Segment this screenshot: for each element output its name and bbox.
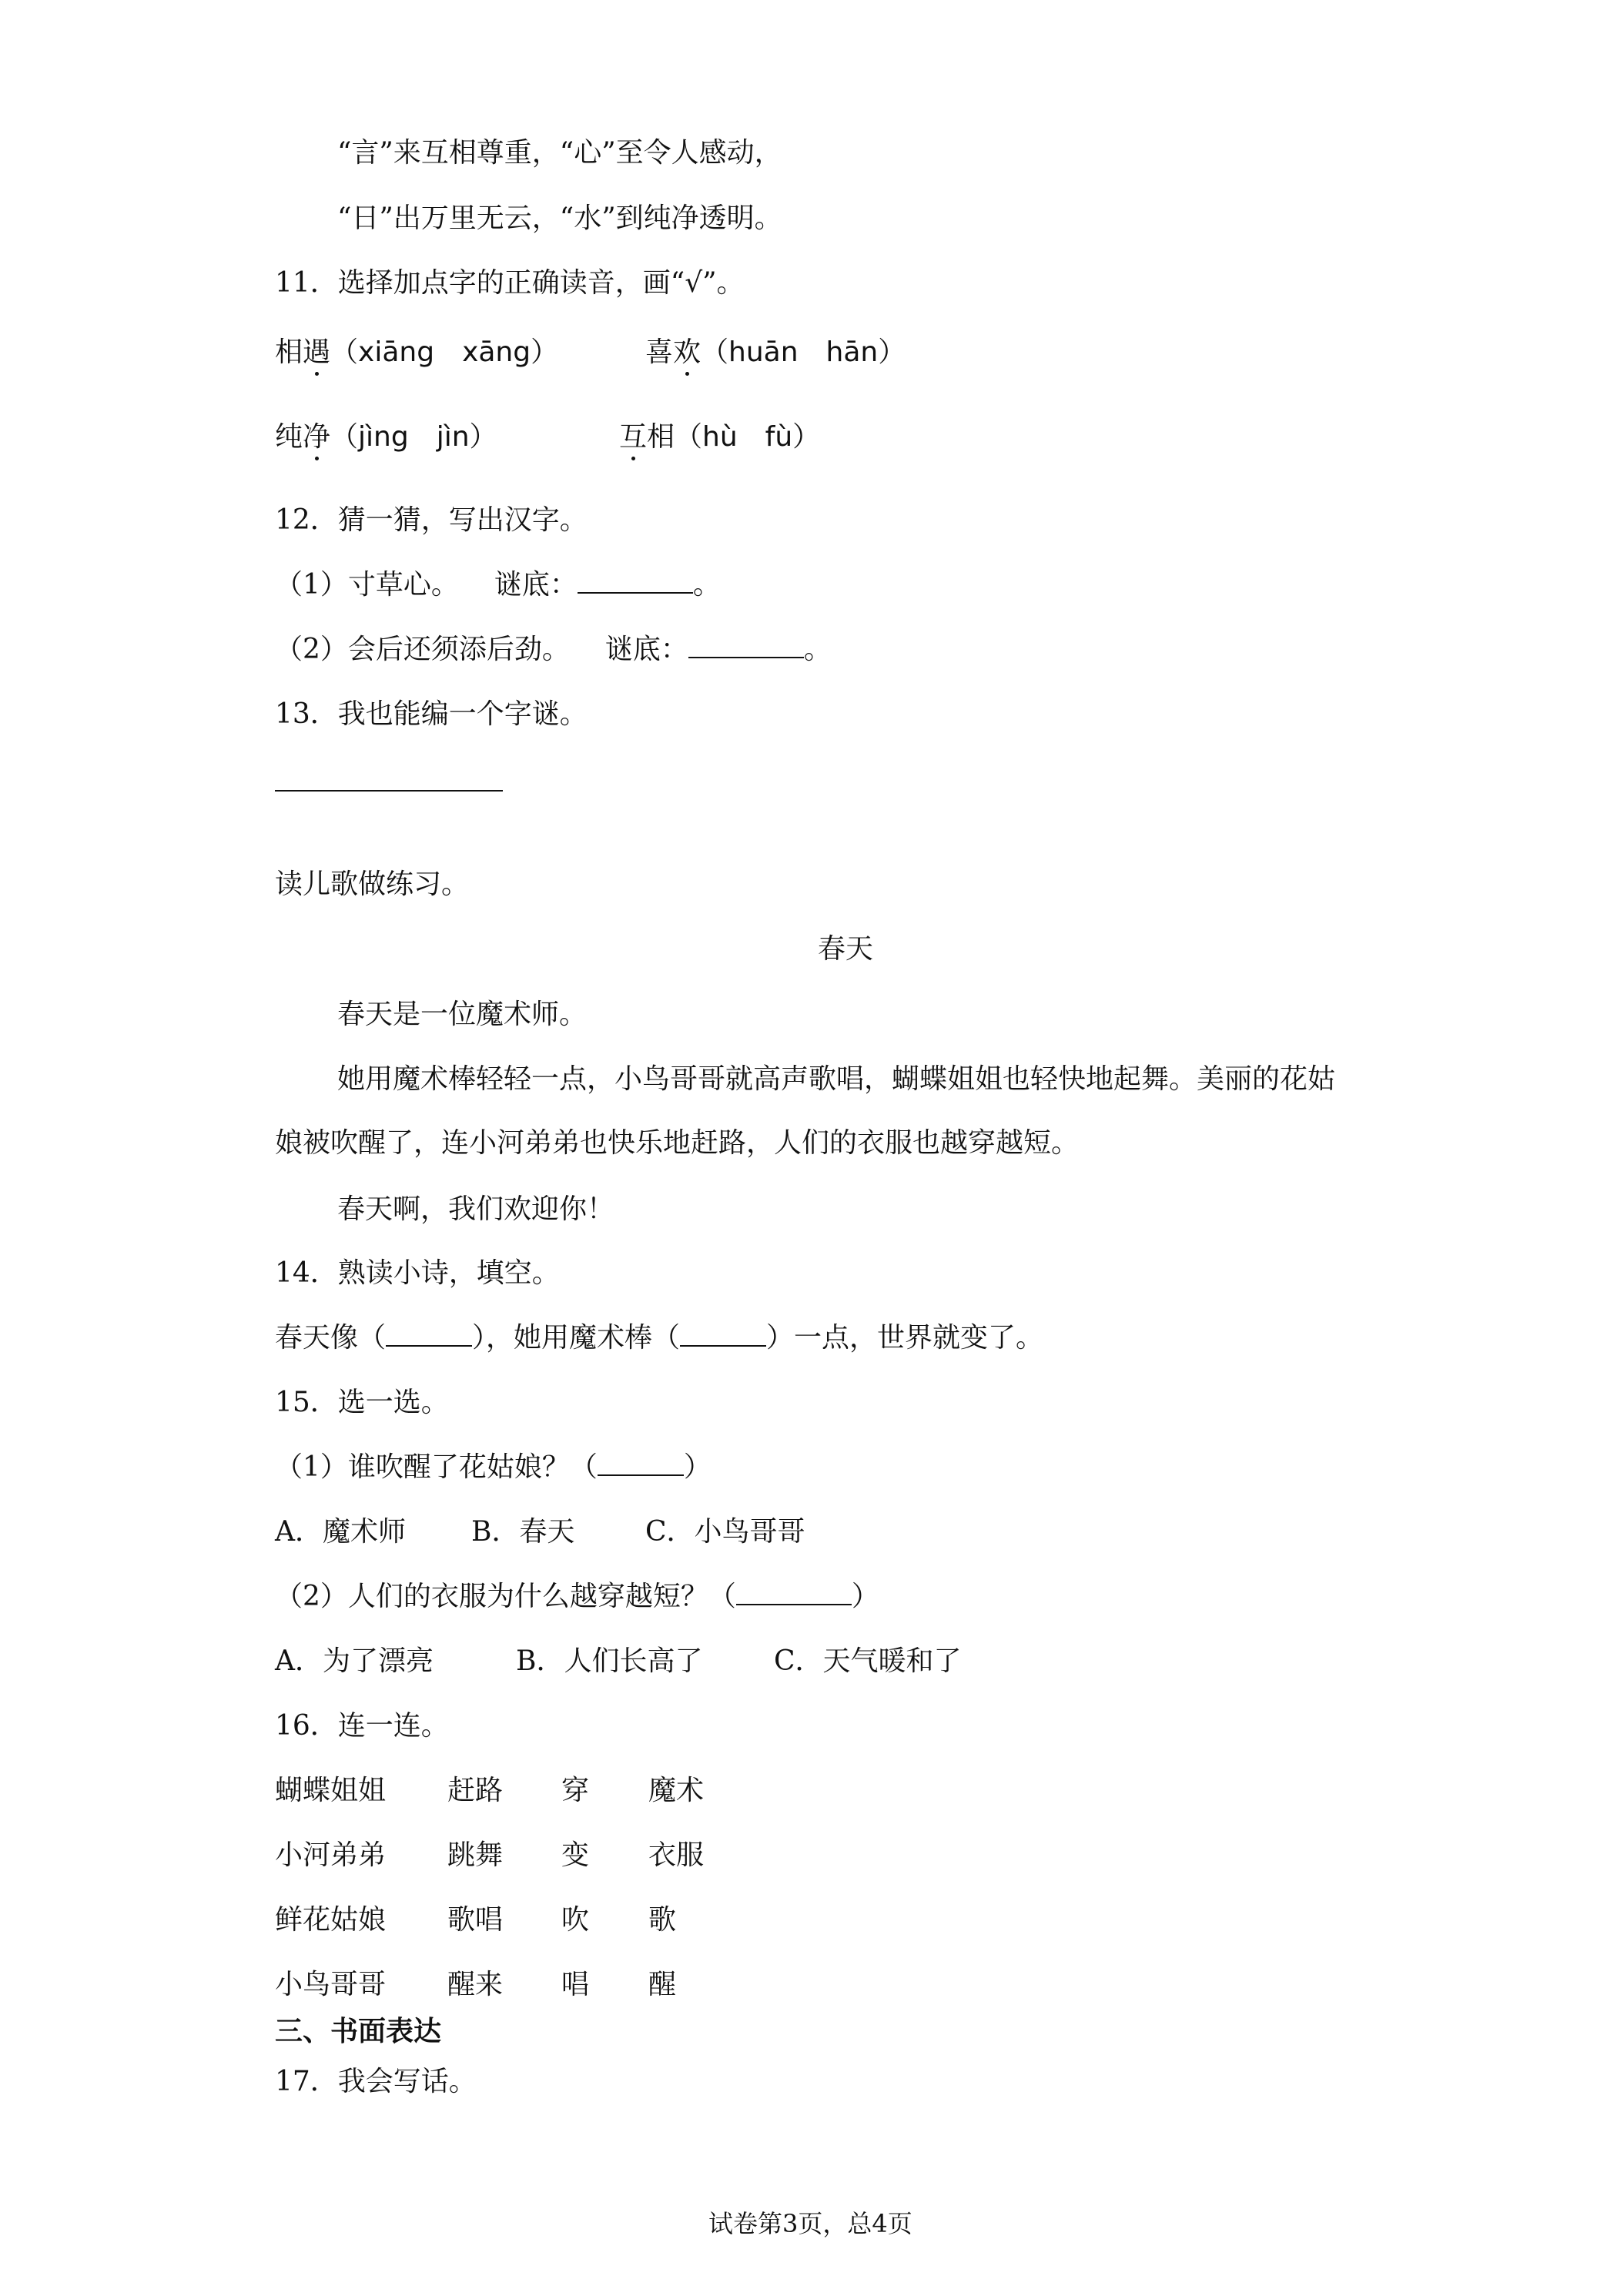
q11-item-4: 互相（hù fù）: [619, 421, 821, 453]
match-cell[interactable]: 醒来: [447, 1969, 504, 2000]
q15-option-2b: B．人们长高了: [516, 1645, 703, 1677]
q15-option-2a: A．为了漂亮: [275, 1645, 434, 1677]
poem-line-1: “言”来互相尊重，“心”至令人感动，: [337, 137, 782, 169]
poem-title: 春天: [818, 933, 874, 965]
q15-option-2c: C．天气暖和了: [774, 1645, 962, 1677]
answer-blank[interactable]: [688, 634, 804, 658]
reading-paragraph-3: 春天啊，我们欢迎你！: [337, 1193, 615, 1225]
match-cell[interactable]: 小河弟弟: [275, 1839, 387, 1871]
reading-paragraph-2b: 娘被吹醒了，连小河弟弟也快乐地赶路，人们的衣服也越穿越短。: [275, 1127, 1080, 1159]
page-footer: 试卷第3页，总4页: [708, 2209, 912, 2238]
match-cell[interactable]: 蝴蝶姐姐: [275, 1775, 387, 1806]
q12-stem: 12．猜一猜，写出汉字。: [275, 504, 588, 536]
match-cell[interactable]: 小鸟哥哥: [275, 1969, 387, 2000]
reading-intro: 读儿歌做练习。: [275, 869, 470, 900]
q11-stem: 11．选择加点字的正确读音，画“√”。: [275, 267, 745, 299]
match-cell[interactable]: 魔术: [648, 1775, 705, 1806]
reading-paragraph-2a: 她用魔术棒轻轻一点，小鸟哥哥就高声歌唱，蝴蝶姐姐也轻快地起舞。美丽的花姑: [337, 1063, 1336, 1095]
pinyin-options: （hù fù）: [675, 421, 821, 453]
q11-item-2: 喜欢（huān hān）: [645, 336, 906, 368]
pinyin-options: （jìng jìn）: [330, 421, 497, 453]
section-3-heading: 三、书面表达: [275, 2015, 442, 2047]
match-cell[interactable]: 衣服: [648, 1839, 705, 1871]
match-cell[interactable]: 唱: [561, 1969, 590, 2000]
q11-item-3: 纯净（jìng jìn）: [275, 421, 497, 453]
q15-sub2: （2）人们的衣服为什么越穿越短？（ ）: [275, 1581, 879, 1612]
match-cell[interactable]: 吹: [561, 1904, 590, 1936]
q15-stem: 15．选一选。: [275, 1387, 449, 1418]
match-cell[interactable]: 跳舞: [447, 1839, 504, 1871]
match-cell[interactable]: 变: [561, 1839, 590, 1871]
q12-sub1: （1）寸草心。 谜底： 。: [275, 569, 721, 601]
answer-blank[interactable]: [598, 1451, 684, 1476]
match-cell[interactable]: 歌唱: [447, 1904, 504, 1936]
dotted-char: 互: [619, 421, 648, 453]
answer-blank[interactable]: [386, 1322, 472, 1347]
q13-answer-line[interactable]: [275, 790, 503, 792]
q11-item-1: 相遇（xiāng xāng）: [275, 336, 559, 368]
q17-stem: 17．我会写话。: [275, 2066, 477, 2097]
pinyin-options: （huān hān）: [701, 336, 906, 368]
q14-stem: 14．熟读小诗，填空。: [275, 1257, 560, 1289]
q14-fill: 春天像（ ），她用魔术棒（ ）一点，世界就变了。: [275, 1322, 1044, 1354]
pinyin-options: （xiāng xāng）: [330, 336, 559, 368]
reading-paragraph-1: 春天是一位魔术师。: [337, 999, 588, 1030]
q15-option-1b: B．春天: [471, 1516, 575, 1548]
q12-sub2: （2）会后还须添后劲。 谜底： 。: [275, 634, 832, 665]
poem-line-2: “日”出万里无云，“水”到纯净透明。: [337, 202, 782, 234]
match-cell[interactable]: 鲜花姑娘: [275, 1904, 387, 1936]
dotted-char: 遇: [303, 336, 331, 368]
q16-stem: 16．连一连。: [275, 1710, 449, 1742]
answer-blank[interactable]: [680, 1322, 766, 1347]
dotted-char: 净: [303, 421, 331, 453]
q13-stem: 13．我也能编一个字谜。: [275, 698, 588, 730]
answer-blank[interactable]: [736, 1581, 852, 1605]
q15-sub1: （1）谁吹醒了花姑娘？（ ）: [275, 1451, 712, 1483]
match-cell[interactable]: 醒: [648, 1969, 677, 2000]
match-cell[interactable]: 歌: [648, 1904, 677, 1936]
dotted-char: 欢: [673, 336, 702, 368]
answer-blank[interactable]: [578, 569, 693, 594]
q15-option-1a: A．魔术师: [275, 1516, 406, 1548]
match-cell[interactable]: 赶路: [447, 1775, 504, 1806]
match-cell[interactable]: 穿: [561, 1775, 590, 1806]
q15-option-1c: C．小鸟哥哥: [645, 1516, 805, 1548]
